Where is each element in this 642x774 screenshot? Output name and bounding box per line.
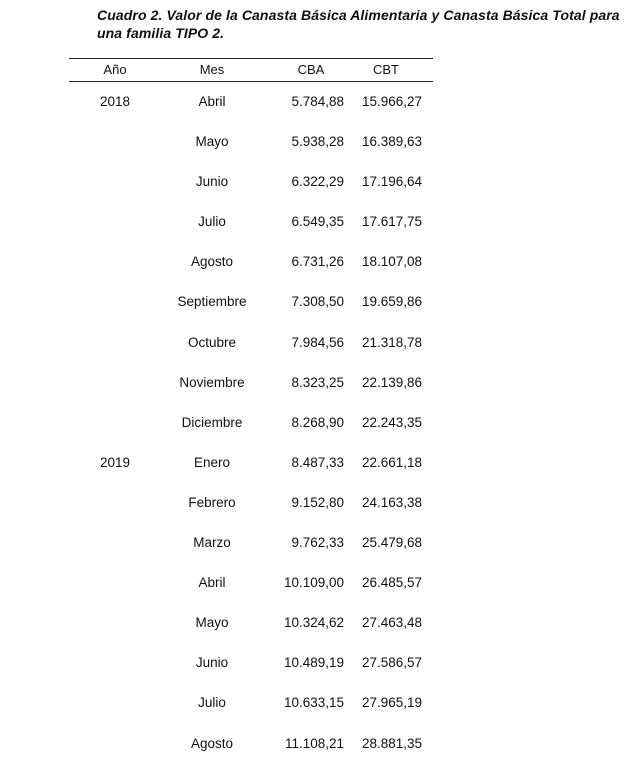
cbt-cell: 15.966,27	[361, 94, 422, 109]
cbt-cell: 18.107,08	[361, 254, 422, 270]
cba-cell: 10.489,19	[283, 655, 344, 671]
cba-cell: 8.323,25	[291, 374, 344, 390]
cba-cell: 6.322,29	[291, 174, 344, 190]
cba-cell: 5.784,88	[291, 94, 344, 109]
month-cell: Agosto	[190, 254, 234, 270]
cba-cell: 11.108,21	[284, 735, 344, 751]
cbt-cell: 19.659,86	[361, 294, 422, 310]
month-cell: Octubre	[187, 334, 237, 350]
cba-cbt-table	[69, 58, 433, 774]
table-row	[69, 573, 433, 613]
cbt-cell: 25.479,68	[361, 535, 422, 551]
table-row	[69, 92, 433, 132]
month-cell: Febrero	[188, 494, 236, 510]
table-row	[69, 493, 433, 533]
cba-cell: 6.549,35	[291, 214, 344, 230]
cba-cell: 8.487,33	[291, 454, 344, 470]
cbt-cell: 27.965,19	[361, 695, 422, 711]
cbt-cell: 27.463,48	[361, 615, 422, 631]
table-row	[69, 333, 433, 373]
cbt-cell: 26.485,57	[361, 575, 422, 591]
cba-cell: 10.633,15	[283, 695, 344, 711]
table-title: Cuadro 2. Valor de la Canasta Básica Alimentaria y Canasta Básica Total para una familia TIPO 2.	[97, 7, 620, 41]
table-header	[69, 59, 433, 81]
cba-cell: 7.308,50	[291, 294, 344, 310]
table-row	[69, 734, 433, 774]
cba-cell: 8.268,90	[291, 414, 344, 430]
year-cell: 2018	[99, 94, 131, 109]
cbt-cell: 22.661,18	[361, 454, 422, 470]
cba-cell: 5.938,28	[291, 134, 344, 150]
table-row	[69, 653, 433, 693]
cbt-cell: 17.617,75	[361, 214, 422, 230]
month-cell: Noviembre	[179, 374, 245, 390]
cba-cell: 6.731,26	[291, 254, 344, 270]
table-row	[69, 292, 433, 332]
cbt-cell: 16.389,63	[361, 134, 422, 150]
cba-cell: 9.762,33	[291, 535, 344, 551]
table-row	[69, 533, 433, 573]
table-row	[69, 453, 433, 493]
month-cell: Diciembre	[181, 414, 243, 430]
column-header-month: Mes	[199, 62, 225, 77]
column-header-cba: CBA	[297, 62, 325, 77]
cba-cell: 10.324,62	[283, 615, 344, 631]
cba-cell: 10.109,00	[283, 575, 344, 591]
cbt-cell: 21.318,78	[361, 334, 422, 350]
table-row	[69, 212, 433, 252]
year-cell: 2019	[99, 454, 131, 470]
table-row	[69, 252, 433, 292]
month-cell: Mayo	[195, 615, 229, 631]
month-cell: Junio	[195, 655, 229, 671]
cbt-cell: 17.196,64	[361, 174, 422, 190]
month-cell: Enero	[193, 454, 231, 470]
month-cell: Julio	[198, 214, 226, 230]
header-bottom-rule	[69, 81, 433, 82]
month-cell: Septiembre	[177, 294, 247, 310]
cbt-cell: 28.881,35	[361, 735, 422, 751]
month-cell: Mayo	[195, 134, 229, 150]
cbt-cell: 24.163,38	[361, 494, 422, 510]
table-body	[69, 92, 433, 774]
table-row	[69, 373, 433, 413]
table-row	[69, 172, 433, 212]
month-cell: Agosto	[190, 735, 234, 751]
month-cell: Julio	[198, 695, 226, 711]
cbt-cell: 27.586,57	[361, 655, 422, 671]
month-cell: Marzo	[193, 535, 231, 551]
column-header-year: Año	[103, 62, 127, 77]
cbt-cell: 22.139,86	[361, 374, 422, 390]
cbt-cell: 22.243,35	[361, 414, 422, 430]
table-row	[69, 613, 433, 653]
table-row	[69, 132, 433, 172]
month-cell: Abril	[198, 94, 226, 109]
table-row	[69, 413, 433, 453]
month-cell: Abril	[198, 575, 226, 591]
cba-cell: 9.152,80	[291, 494, 344, 510]
cba-cell: 7.984,56	[291, 334, 344, 350]
month-cell: Junio	[195, 174, 229, 190]
column-header-cbt: CBT	[373, 62, 399, 77]
table-row	[69, 693, 433, 733]
